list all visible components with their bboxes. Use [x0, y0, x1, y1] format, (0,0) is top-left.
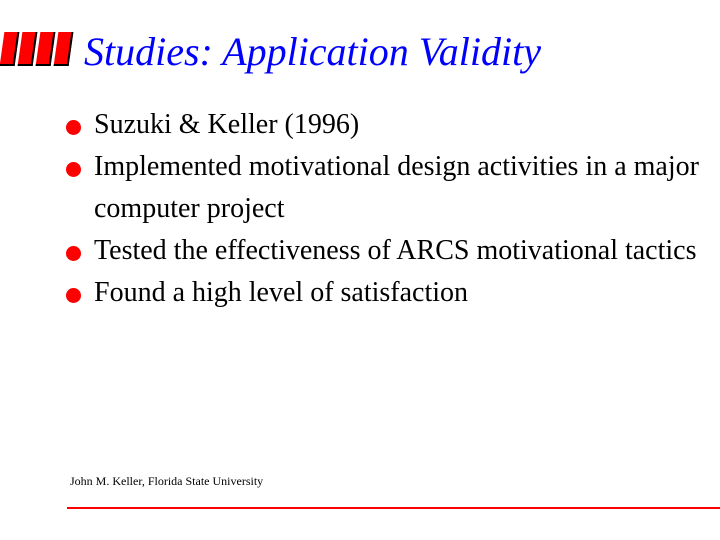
bullet-item: [0, 104, 710, 146]
logo-bar: [18, 32, 38, 66]
bullet-text: Implemented motivational design activities in a major computer project: [94, 151, 699, 224]
bullet-list: [0, 104, 710, 314]
bullet-text: Suzuki & Keller (1996): [94, 109, 360, 140]
bullet-text: Tested the effectiveness of ARCS motivational tactics: [94, 235, 697, 266]
slide-title: Studies: Application Validity: [84, 29, 541, 74]
footer-divider: [67, 507, 720, 509]
logo-bar: [54, 32, 74, 66]
logo-bar: [36, 32, 56, 66]
logo-bar: [0, 32, 19, 66]
bullet-dot-icon: [66, 162, 81, 177]
red-bars-logo-icon: [0, 32, 76, 68]
bullet-item: [0, 272, 710, 314]
bullet-dot-icon: [66, 246, 81, 261]
footer-credit: John M. Keller, Florida State University: [70, 474, 264, 488]
bullet-item: [0, 230, 710, 272]
bullet-text: Found a high level of satisfaction: [94, 277, 469, 308]
bullet-dot-icon: [66, 120, 81, 135]
bullet-item: [0, 146, 710, 230]
bullet-dot-icon: [66, 288, 81, 303]
